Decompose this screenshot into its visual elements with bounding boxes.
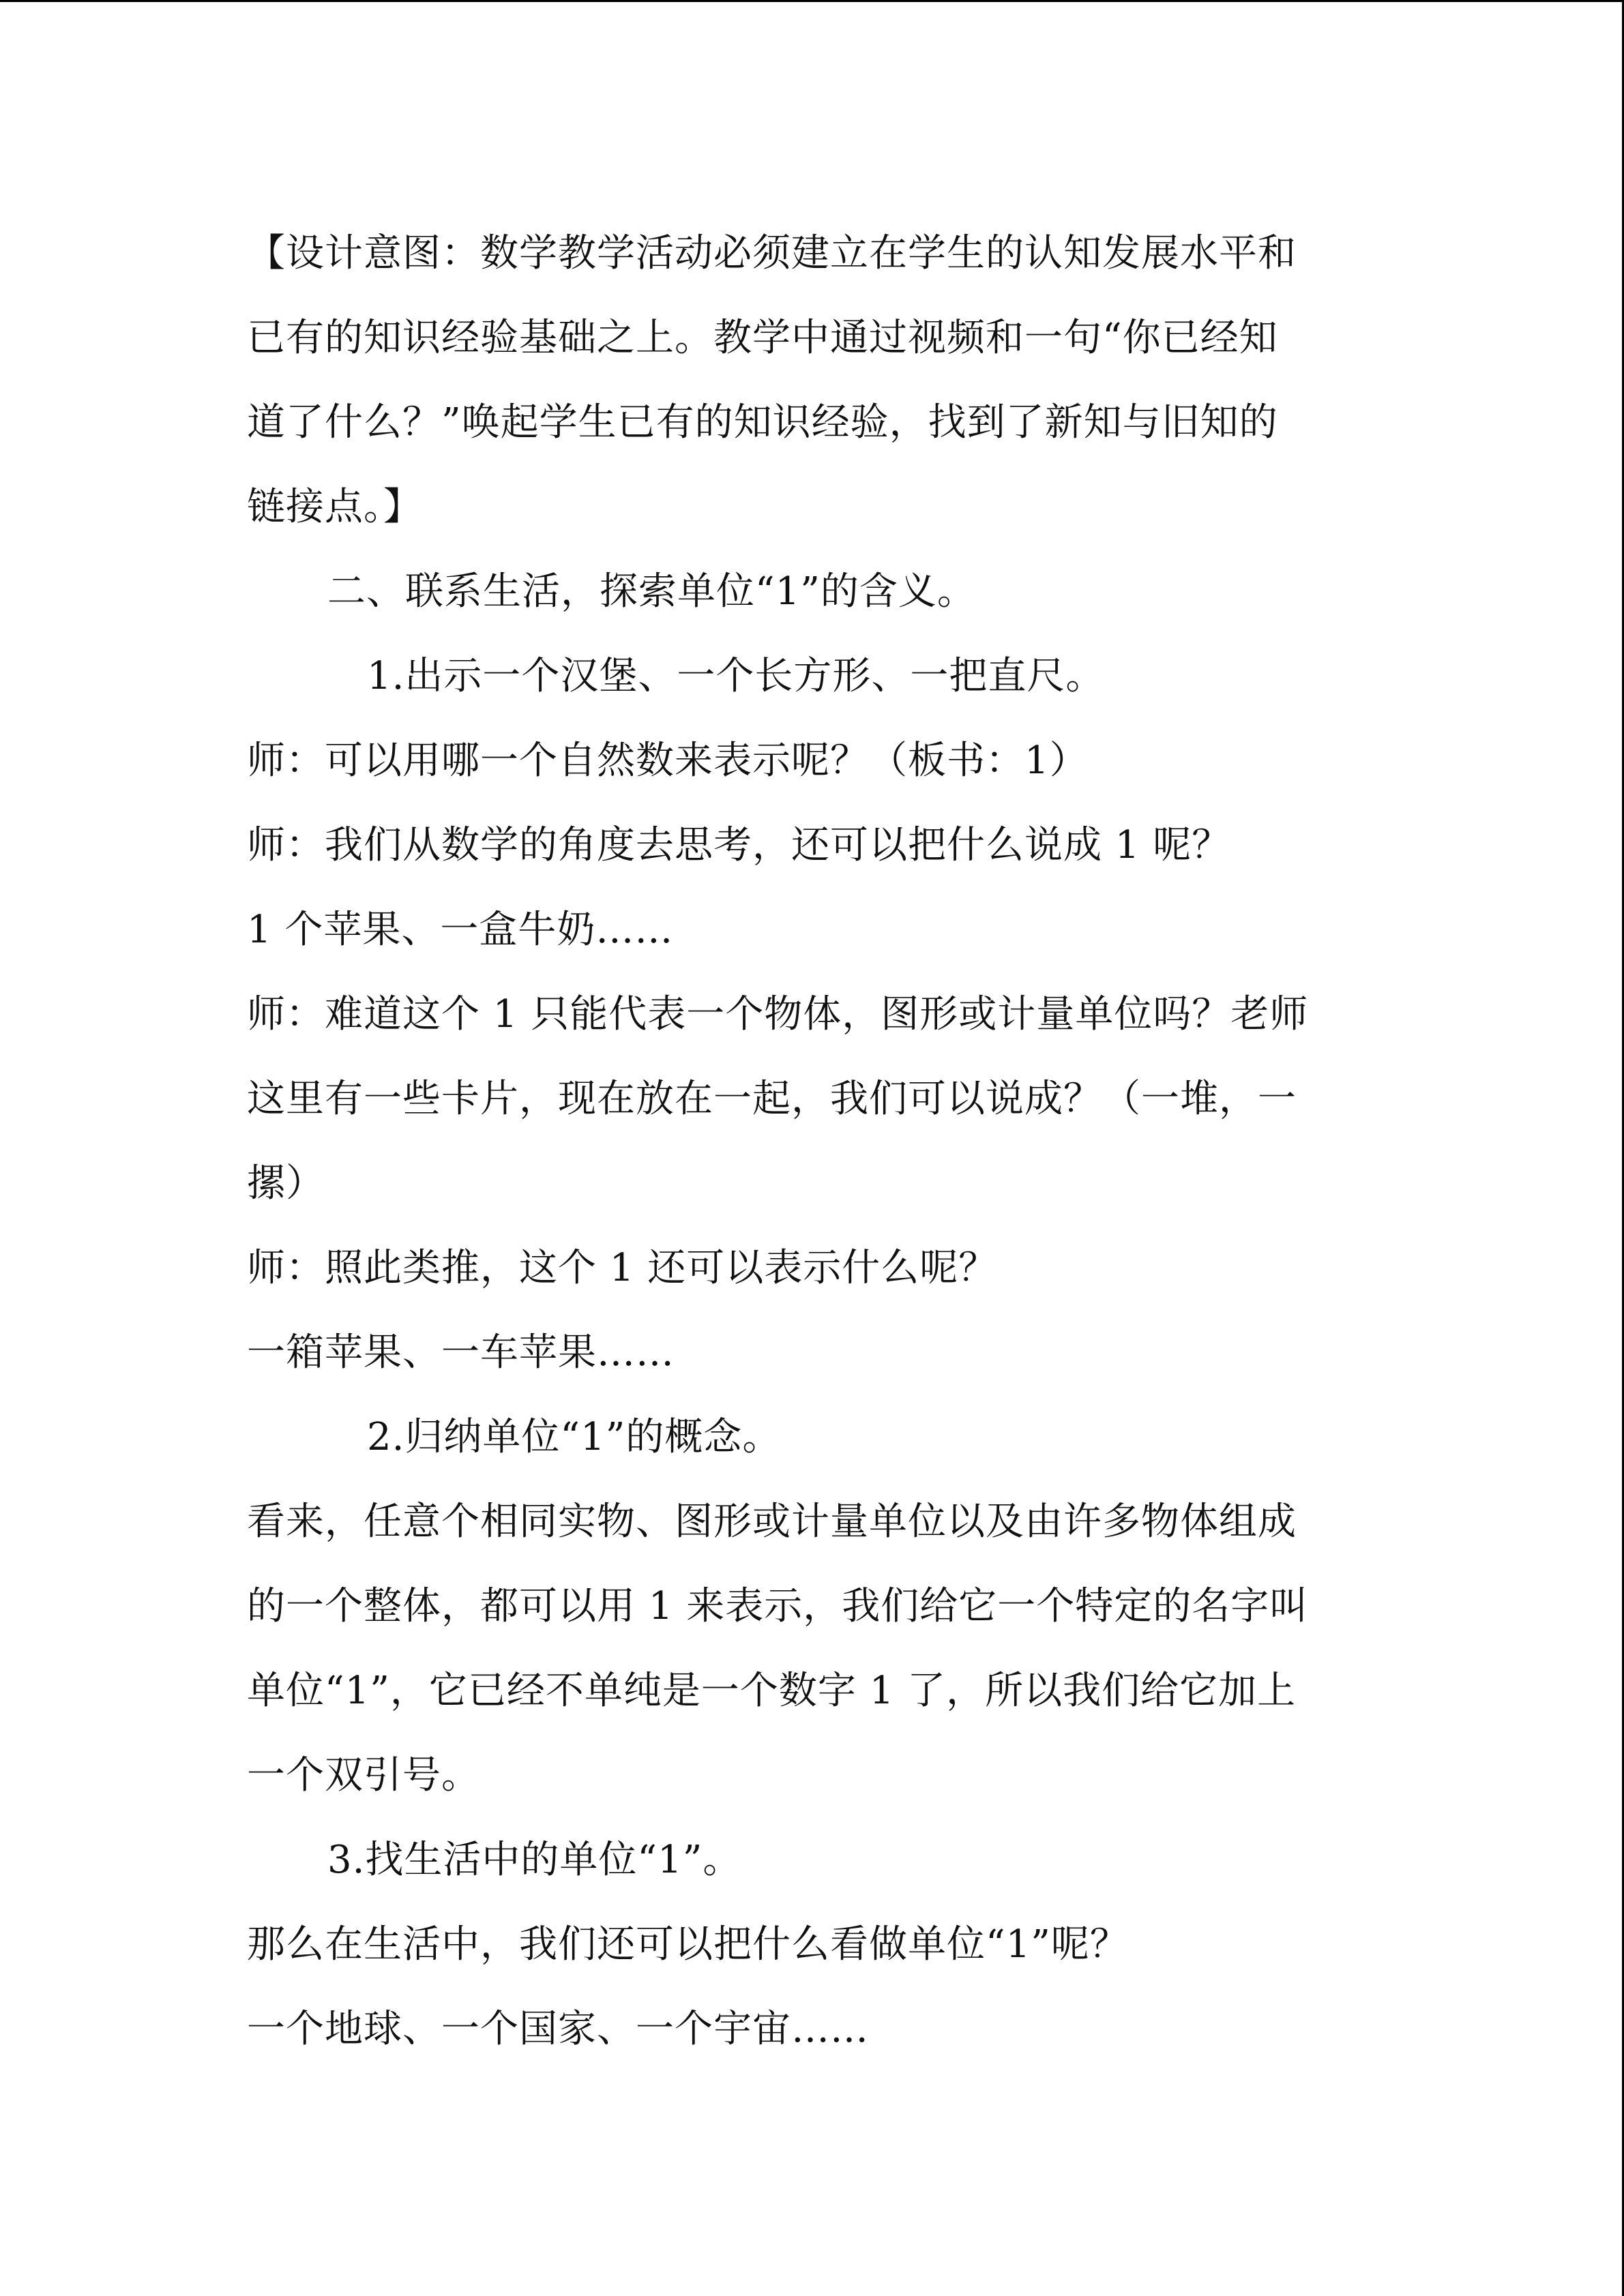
section-heading: 二、联系生活，探索单位“1”的含义。 — [327, 569, 976, 614]
subsection-heading: 1.出示一个汉堡、一个长方形、一把直尺。 — [367, 654, 1105, 698]
text-line: 一箱苹果、一车苹果…… — [247, 1330, 675, 1375]
text-line: 链接点。】 — [247, 485, 422, 529]
text-line: 一个地球、一个国家、一个宇宙…… — [247, 2007, 869, 2051]
page-top-border — [0, 0, 1624, 2]
document-page — [247, 211, 1393, 2072]
subsection-heading: 3.找生活中的单位“1”。 — [327, 1838, 742, 1882]
text-line: 师：我们从数学的角度去思考，还可以把什么说成 1 呢？ — [247, 823, 1231, 867]
text-line: 师：难道这个 1 只能代表一个物体，图形或计量单位吗？老师 — [247, 992, 1309, 1037]
subsection-heading: 2.归纳单位“1”的概念。 — [367, 1415, 782, 1459]
text-line: 师：照此类推，这个 1 还可以表示什么呢？ — [247, 1246, 998, 1290]
text-line: 道了什么？”唤起学生已有的知识经验，找到了新知与旧知的 — [247, 400, 1278, 445]
text-line: 1 个苹果、一盒牛奶…… — [247, 908, 674, 952]
text-line: 一个双引号。 — [247, 1753, 480, 1798]
text-line: 【设计意图：数学教学活动必须建立在学生的认知发展水平和 — [247, 231, 1297, 275]
text-line: 摞） — [247, 1161, 325, 1206]
text-line: 单位“1”，它已经不单纯是一个数字 1 了，所以我们给它加上 — [247, 1669, 1297, 1713]
text-line: 的一个整体，都可以用 1 来表示，我们给它一个特定的名字叫 — [247, 1584, 1309, 1628]
text-line: 已有的知识经验基础之上。教学中通过视频和一句“你已经知 — [247, 316, 1278, 360]
text-line: 这里有一些卡片，现在放在一起，我们可以说成？（一堆，一 — [247, 1077, 1297, 1121]
text-line: 师：可以用哪一个自然数来表示呢？（板书：1） — [247, 739, 1089, 783]
text-line: 看来，任意个相同实物、图形或计量单位以及由许多物体组成 — [247, 1500, 1297, 1544]
text-line: 那么在生活中，我们还可以把什么看做单位“1”呢？ — [247, 1922, 1129, 1967]
